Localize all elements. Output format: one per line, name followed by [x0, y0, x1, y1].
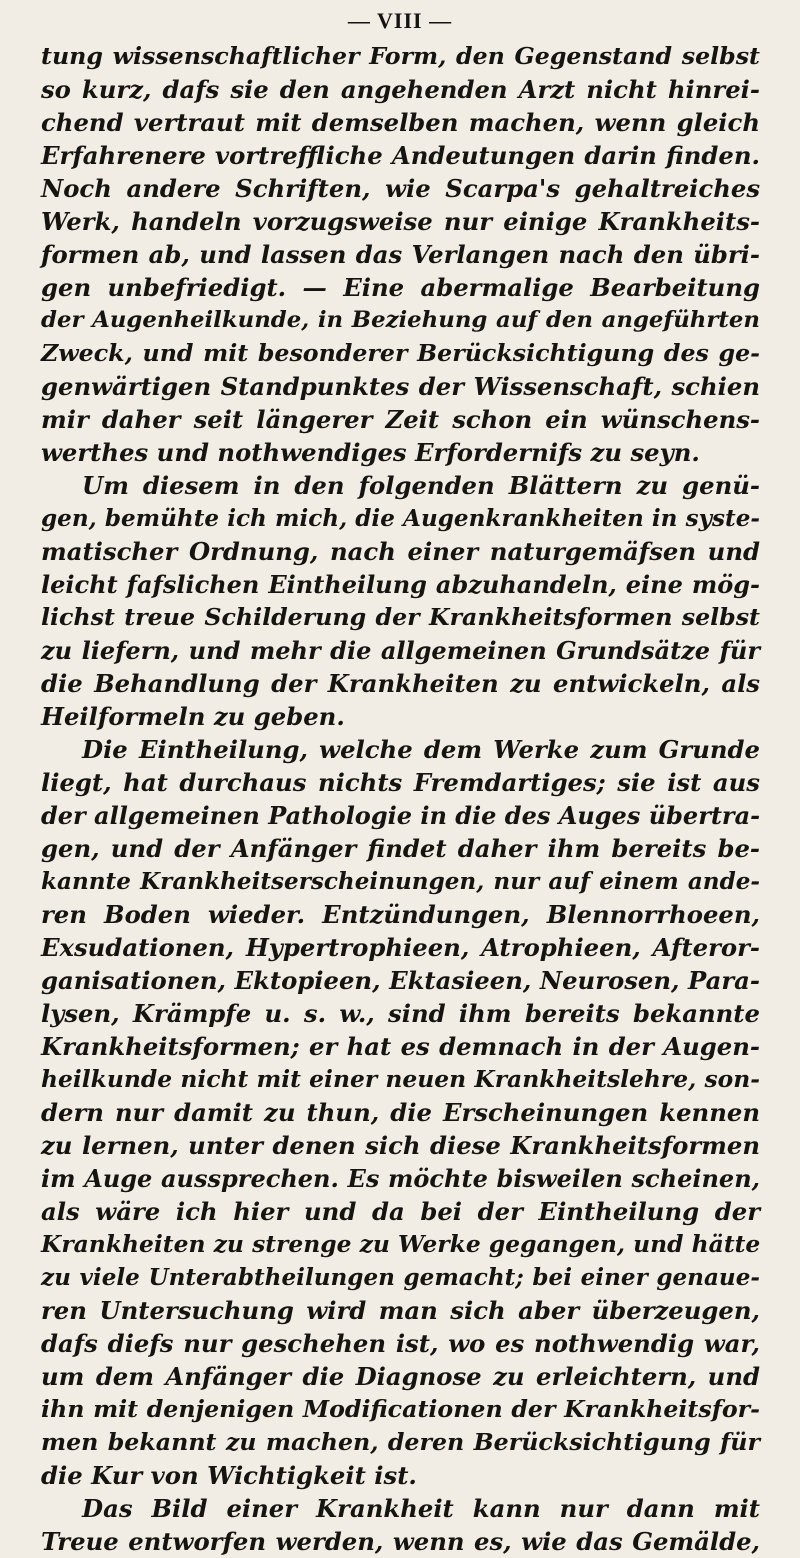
text-line: formen ab, und lassen das Verlangen nach den übri- — [41, 240, 760, 269]
text-line: tung wissenschaftlicher Form, den Gegenstand selbst — [41, 42, 760, 70]
text-line: der allgemeinen Pathologie in die des Auges übertra- — [41, 801, 761, 830]
text-line: so kurz, dafs sie den angehenden Arzt nicht hinrei- — [41, 75, 760, 104]
text-line: Um diesem in den folgenden Blättern zu genü- — [82, 471, 760, 500]
text-line: dern nur damit zu thun, die Erscheinungen kennen — [41, 1098, 760, 1127]
text-line: werthes und nothwendiges Erfordernifs zu seyn. — [41, 438, 700, 467]
text-line: Das Bild einer Krankheit kann nur dann mit — [82, 1494, 760, 1523]
text-line: als wäre ich hier und da bei der Eintheilung der — [41, 1197, 760, 1226]
text-line: Werk, handeln vorzugsweise nur einige Krankheits- — [41, 207, 760, 236]
text-line: kannte Krankheitserscheinungen, nur auf einem ande- — [41, 868, 760, 895]
text-line: zu liefern, und mehr die allgemeinen Grundsätze für — [41, 636, 760, 665]
text-line: matischer Ordnung, nach einer naturgemäfsen und — [41, 537, 760, 566]
text-line: chend vertraut mit demselben machen, wenn gleich — [41, 108, 760, 137]
text-line: die Behandlung der Krankheiten zu entwickeln, als — [41, 669, 760, 698]
text-line: Die Eintheilung, welche dem Werke zum Grunde — [82, 735, 760, 764]
text-line: zu viele Unterabtheilungen gemacht; bei einer genaue- — [41, 1264, 760, 1291]
text-line: lysen, Krämpfe u. s. w., sind ihm bereits bekannte — [41, 999, 760, 1028]
text-line: Treue entworfen werden, wenn es, wie das Gemälde, — [41, 1527, 760, 1556]
text-line: ren Untersuchung wird man sich aber überzeugen, — [41, 1296, 760, 1325]
text-line: Exsudationen, Hypertrophieen, Atrophieen, Afteror- — [41, 933, 760, 962]
text-line: genwärtigen Standpunktes der Wissenschaft, schien — [41, 372, 760, 401]
text-line: um dem Anfänger die Diagnose zu erleichtern, und — [41, 1362, 760, 1391]
text-line: Zweck, und mit besonderer Berücksichtigung des ge- — [41, 339, 760, 367]
text-line: im Auge aussprechen. Es möchte bisweilen scheinen, — [41, 1164, 760, 1193]
text-line: der Augenheilkunde, in Beziehung auf den angeführten — [41, 307, 760, 333]
text-line: ganisationen, Ektopieen, Ektasieen, Neurosen, Para- — [41, 966, 760, 995]
body-text — [41, 40, 760, 1558]
text-line: liegt, hat durchaus nichts Fremdartiges; sie ist aus — [41, 768, 760, 797]
text-line: gen, bemühte ich mich, die Augenkrankheiten in syste- — [41, 505, 760, 532]
text-line: heilkunde nicht mit einer neuen Krankheitslehre, son- — [41, 1065, 760, 1093]
text-line: Heilformeln zu geben. — [41, 702, 345, 731]
text-line: dafs diefs nur geschehen ist, wo es nothwendig war, — [41, 1329, 760, 1358]
text-line: men bekannt zu machen, deren Berücksichtigung für — [41, 1428, 760, 1456]
text-line: leicht fafslichen Eintheilung abzuhandeln, eine mög- — [41, 570, 760, 599]
text-line: Erfahrenere vortreffliche Andeutungen darin finden. — [41, 141, 760, 170]
text-line: gen, und der Anfänger findet daher ihm bereits be- — [41, 834, 760, 863]
text-line: ihn mit denjenigen Modificationen der Krankheitsfor- — [41, 1395, 760, 1423]
text-line: Krankheiten zu strenge zu Werke gegangen, und hätte — [41, 1230, 761, 1258]
text-line: lichst treue Schilderung der Krankheitsformen selbst — [41, 603, 760, 631]
text-line: mir daher seit längerer Zeit schon ein wünschens- — [41, 405, 760, 434]
text-line: gen unbefriedigt. — Eine abermalige Bearbeitung — [41, 273, 760, 302]
text-line: Krankheitsformen; er hat es demnach in der Augen- — [41, 1032, 760, 1061]
page-number: — VIII — — [347, 8, 453, 33]
text-line: ren Boden wieder. Entzündungen, Blennorrhoeen, — [41, 900, 760, 929]
text-line: zu lernen, unter denen sich diese Krankheitsformen — [41, 1131, 760, 1160]
text-line: die Kur von Wichtigkeit ist. — [41, 1461, 417, 1490]
text-line: Noch andere Schriften, wie Scarpa's gehaltreiches — [41, 174, 760, 203]
